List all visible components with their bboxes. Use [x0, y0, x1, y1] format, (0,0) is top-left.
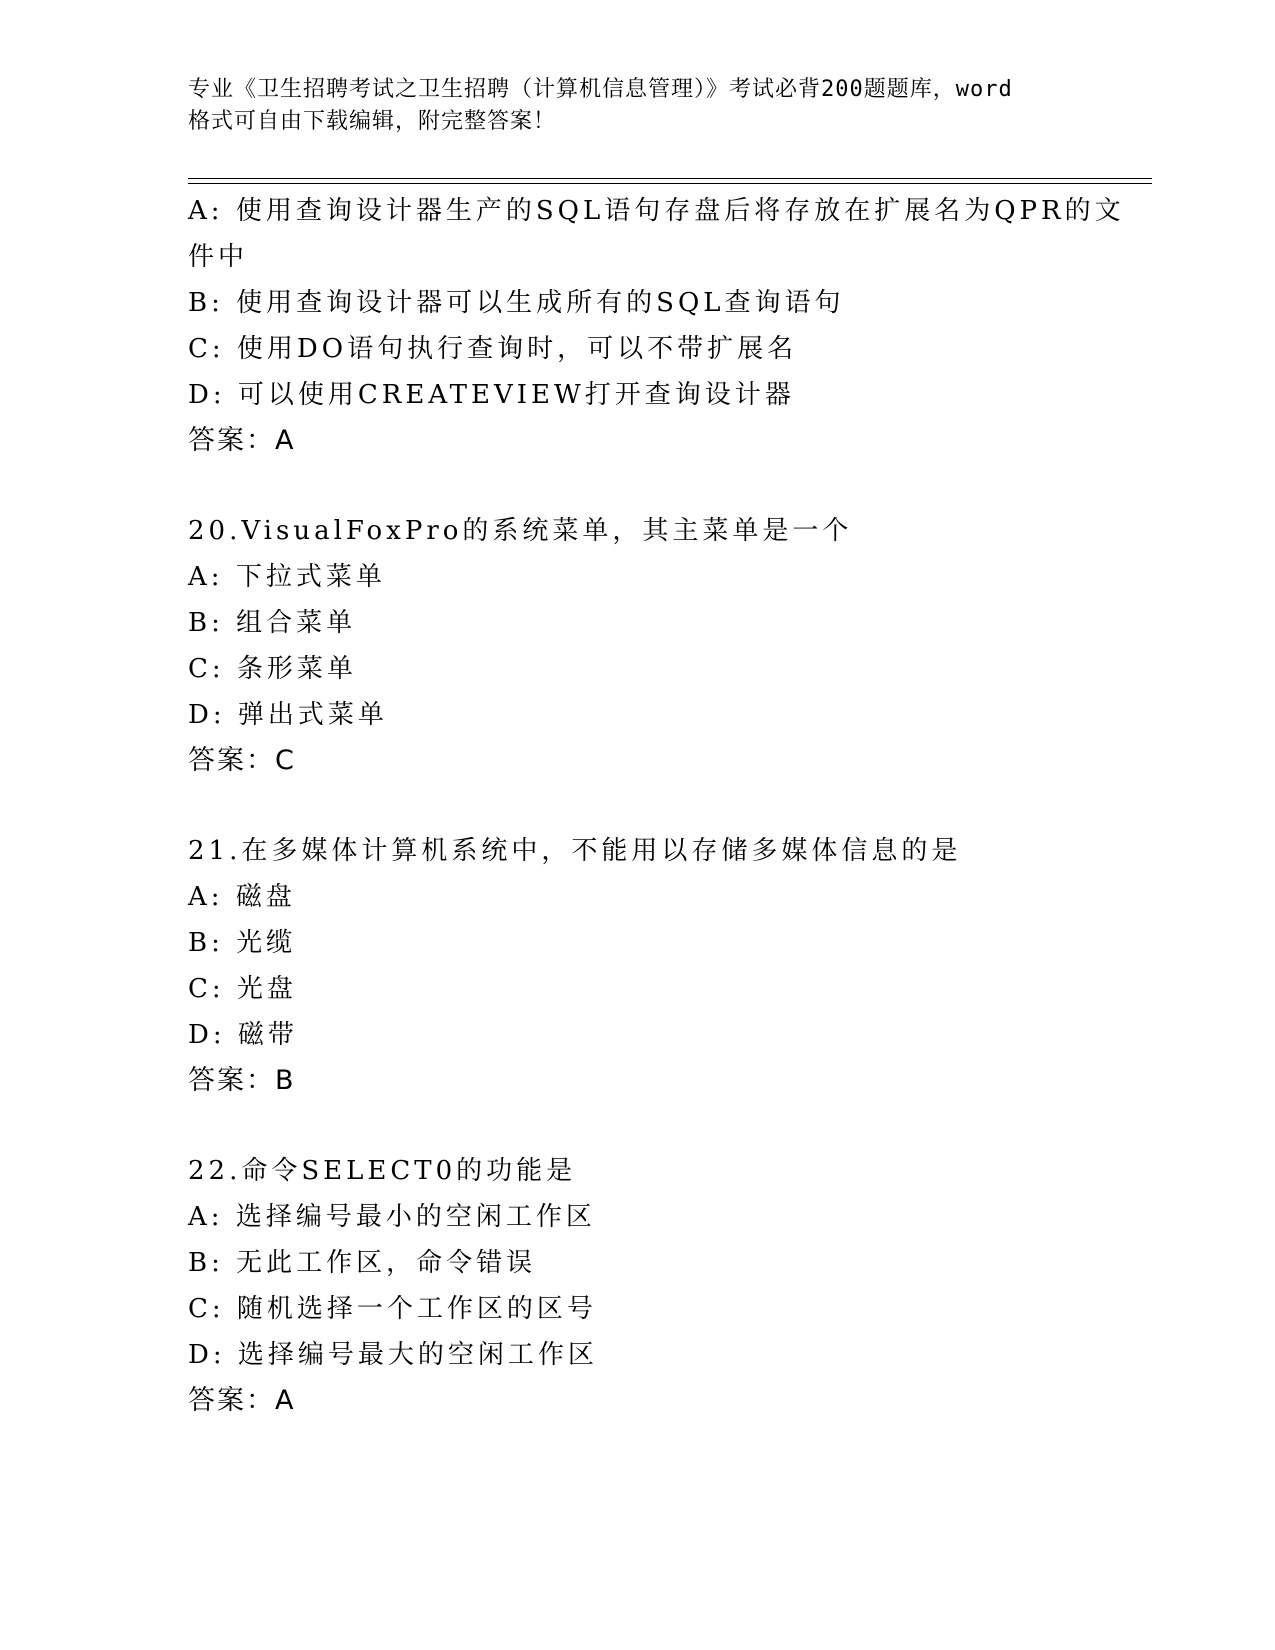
option-label: A:: [188, 1202, 224, 1232]
question-stem: 20.VisualFoxPro的系统菜单，其主菜单是一个: [188, 516, 853, 546]
option-a: [188, 1194, 1088, 1240]
option-text: 使用查询设计器生产的SQL语句存盘后将存放在扩展名为QPR的文: [235, 196, 1125, 226]
spacer: [188, 1104, 1088, 1148]
question-19-continued: [188, 188, 1125, 464]
option-label: B:: [188, 1248, 224, 1278]
header-line-1: 专业《卫生招聘考试之卫生招聘（计算机信息管理）》考试必背200题题库，word: [188, 77, 1013, 102]
answer-line: 答案：C: [188, 745, 296, 776]
option-d: [188, 1332, 1088, 1378]
option-text: 光缆: [236, 928, 297, 958]
option-c: [188, 1286, 1088, 1332]
document-header: [188, 74, 1088, 138]
option-c: [188, 646, 1088, 692]
question-22: [188, 1148, 1088, 1424]
option-label: B:: [188, 288, 224, 318]
option-d: [188, 1012, 1088, 1058]
option-label: A:: [188, 562, 224, 592]
option-label: C:: [188, 334, 225, 364]
option-label: D:: [188, 700, 226, 730]
option-text: 弹出式菜单: [237, 700, 388, 730]
option-b: [188, 1240, 1088, 1286]
answer-line: 答案：A: [188, 425, 296, 456]
option-a: [188, 188, 1125, 234]
option-text: 使用查询设计器可以生成所有的SQL查询语句: [236, 288, 845, 318]
option-label: D:: [188, 1340, 226, 1370]
option-label: B:: [188, 608, 224, 638]
option-text: 光盘: [236, 974, 297, 1004]
option-text: 组合菜单: [236, 608, 357, 638]
option-text: 使用DO语句执行查询时，可以不带扩展名: [236, 334, 798, 364]
option-d: [188, 692, 1088, 738]
header-line-2: 格式可自由下载编辑，附完整答案！: [188, 109, 557, 134]
option-text: 选择编号最大的空闲工作区: [237, 1340, 598, 1370]
option-label: D:: [188, 380, 226, 410]
option-a: [188, 554, 1088, 600]
option-a: [188, 874, 1088, 920]
header-divider-top: [188, 178, 1152, 179]
header-divider-bottom: [188, 183, 1152, 184]
option-label: C:: [188, 654, 225, 684]
option-c: [188, 326, 1088, 372]
option-label: D:: [188, 1020, 226, 1050]
option-label: B:: [188, 928, 224, 958]
option-b: [188, 600, 1088, 646]
spacer: [188, 784, 1088, 828]
question-stem: 22.命令SELECT0的功能是: [188, 1156, 577, 1186]
option-b: [188, 280, 1088, 326]
option-text: 磁盘: [235, 882, 296, 912]
question-20: [188, 508, 1088, 784]
option-d: [188, 372, 1088, 418]
option-text: 可以使用CREATEVIEW打开查询设计器: [237, 380, 795, 410]
option-text: 下拉式菜单: [235, 562, 386, 592]
question-21: [188, 828, 1088, 1104]
spacer: [188, 464, 1088, 508]
option-label: A:: [188, 882, 224, 912]
question-stem: 21.在多媒体计算机系统中，不能用以存储多媒体信息的是: [188, 836, 962, 866]
answer-line: 答案：A: [188, 1385, 296, 1416]
option-c: [188, 966, 1088, 1012]
option-label: C:: [188, 974, 225, 1004]
option-a-continued: [188, 234, 1088, 280]
answer-line: 答案：B: [188, 1065, 296, 1096]
option-text: 磁带: [237, 1020, 298, 1050]
option-text: 条形菜单: [236, 654, 357, 684]
option-label: C:: [188, 1294, 225, 1324]
option-text: 无此工作区，命令错误: [236, 1248, 537, 1278]
option-text: 选择编号最小的空闲工作区: [235, 1202, 596, 1232]
document-body: [188, 188, 1125, 1424]
option-b: [188, 920, 1088, 966]
option-text: 随机选择一个工作区的区号: [236, 1294, 597, 1324]
option-text-continued: 件中: [188, 242, 249, 272]
option-label: A:: [188, 196, 224, 226]
